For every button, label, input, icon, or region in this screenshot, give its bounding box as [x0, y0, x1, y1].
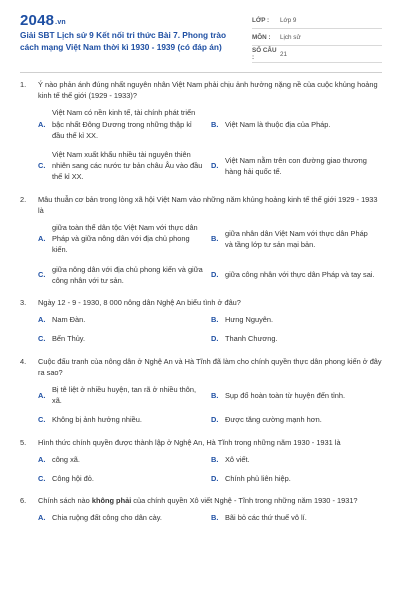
answer-option-a[interactable]: [38, 222, 211, 256]
question-number: 6.: [20, 496, 27, 506]
option-text: Nam Đàn.: [52, 315, 86, 325]
question-number: 5.: [20, 437, 27, 447]
answer-option-d[interactable]: [211, 414, 382, 425]
answer-options: [38, 454, 382, 484]
option-letter: C.: [38, 474, 46, 484]
answer-options: [38, 314, 382, 344]
option-text: giữa công nhân với thực dân Pháp và tay sai.: [225, 270, 375, 280]
logo-main: 2048: [20, 12, 55, 29]
answer-option-c[interactable]: [38, 414, 211, 425]
question-1: [20, 79, 382, 183]
answer-option-c[interactable]: [38, 149, 211, 183]
option-text: công xã.: [52, 454, 80, 464]
meta-row-count: [252, 46, 382, 63]
meta-value: Lớp 9: [280, 16, 297, 24]
question-2: [20, 194, 382, 286]
answer-options: [38, 384, 382, 426]
question-3: [20, 297, 382, 345]
question-text: [38, 495, 382, 506]
option-text: Xô viết.: [225, 454, 250, 464]
meta-row-class: [252, 12, 382, 29]
meta-row-subject: [252, 29, 382, 46]
option-letter: A.: [38, 390, 46, 400]
option-text: Sụp đổ hoàn toàn từ huyện đến tỉnh.: [225, 390, 346, 400]
answer-option-a[interactable]: [38, 512, 211, 523]
question-list: [20, 79, 382, 535]
question-text-emphasis: không phải: [91, 496, 132, 506]
answer-option-a[interactable]: [38, 384, 211, 406]
option-text: giữa nông dân với địa chủ phong kiến và giữa công nhân với tư sản.: [52, 264, 203, 285]
option-text: Việt Nam nằm trên con đường giao thương hàng hải quốc tế.: [225, 155, 367, 176]
option-letter: C.: [38, 334, 46, 344]
answer-option-d[interactable]: [211, 149, 382, 183]
option-text: Chính phủ liên hiệp.: [225, 474, 291, 484]
option-letter: B.: [211, 390, 219, 400]
meta-label: SỐ CÂU :: [252, 47, 277, 61]
option-text: Chia ruộng đất công cho dân cày.: [52, 513, 162, 523]
option-letter: C.: [38, 161, 46, 171]
answer-option-b[interactable]: [211, 107, 382, 141]
question-text: Mâu thuẫn cơ bản trong lòng xã hội Việt Nam vào những năm khủng hoảng kinh tế thế giới 1929 - 1933 là: [38, 194, 378, 215]
document-title: Giải SBT Lịch sử 9 Kết nối tri thức Bài 7. Phong trào cách mạng Việt Nam thời kì 1930 - 1939 (có đáp án): [20, 30, 227, 52]
question-text: Cuộc đấu tranh của nông dân ở Nghệ An và Hà Tĩnh đã làm cho chính quyền thực dân phong kiến ở đây ra sao?: [38, 356, 382, 377]
option-text: Việt Nam có nền kinh tế, tài chính phát triển bậc nhất Đông Dương trong những thập kỉ đầu thế kỉ XX.: [52, 108, 196, 140]
option-letter: C.: [38, 415, 46, 425]
answer-option-b[interactable]: [211, 222, 382, 256]
meta-label: MÔN :: [252, 33, 271, 41]
option-letter: A.: [38, 513, 46, 523]
option-letter: D.: [211, 474, 219, 484]
answer-option-c[interactable]: [38, 473, 211, 484]
answer-options: [38, 222, 382, 286]
question-text: Ngày 12 - 9 - 1930, 8 000 nông dân Nghệ An biểu tình ở đâu?: [38, 298, 241, 308]
option-text: Hưng Nguyên.: [225, 315, 274, 325]
answer-option-b[interactable]: [211, 454, 382, 465]
meta-label: LỚP :: [252, 16, 270, 24]
answer-option-a[interactable]: [38, 107, 211, 141]
answer-option-c[interactable]: [38, 333, 211, 344]
answer-option-a[interactable]: [38, 314, 211, 325]
option-letter: B.: [211, 234, 219, 244]
answer-option-d[interactable]: [211, 473, 382, 484]
header-divider: [20, 72, 382, 73]
option-text: Thanh Chương.: [225, 334, 278, 344]
option-letter: D.: [211, 270, 219, 280]
question-4: [20, 356, 382, 426]
option-text: Bãi bỏ các thứ thuế vô lí.: [225, 513, 307, 523]
option-letter: C.: [38, 270, 46, 280]
answer-option-b[interactable]: [211, 314, 382, 325]
option-text: Được tăng cường mạnh hơn.: [225, 415, 322, 425]
answer-option-c[interactable]: [38, 264, 211, 286]
answer-option-b[interactable]: [211, 384, 382, 406]
option-text: giữa toàn thể dân tộc Việt Nam với thực dân Pháp và giữa nông dân với địa chủ phong kiến.: [52, 223, 198, 255]
document-meta: [252, 12, 382, 63]
option-letter: D.: [211, 415, 219, 425]
option-letter: B.: [211, 454, 219, 464]
answer-option-a[interactable]: [38, 454, 211, 465]
question-number: 4.: [20, 356, 27, 366]
option-text: giữa nhân dân Việt Nam với thực dân Pháp và tầng lớp tư sản mại bản.: [225, 228, 368, 249]
logo-suffix: .vn: [55, 19, 66, 26]
question-text: Ý nào phản ánh đúng nhất nguyên nhân Việt Nam phải chịu ảnh hưởng nặng nề của cuộc khủng hoảng kinh tế thế giới (1929 - 1933)?: [38, 80, 378, 101]
option-text: Không bị ảnh hưởng nhiều.: [52, 415, 142, 425]
option-text: Việt Nam xuất khẩu nhiều tài nguyên thiên nhiên sang các nước tư bản châu Âu vào đầu thế kỉ XX.: [52, 150, 203, 182]
option-text: Việt Nam là thuộc địa của Pháp.: [225, 119, 331, 129]
answer-options: [38, 512, 382, 523]
meta-value: Lịch sử: [280, 33, 301, 41]
option-text: Bến Thủy.: [52, 334, 86, 344]
option-letter: B.: [211, 119, 219, 129]
option-letter: A.: [38, 119, 46, 129]
option-letter: A.: [38, 234, 46, 244]
site-logo[interactable]: [20, 12, 66, 29]
question-number: 2.: [20, 194, 27, 204]
question-6: [20, 495, 382, 523]
option-letter: B.: [211, 315, 219, 325]
option-letter: B.: [211, 513, 219, 523]
option-text: Công hội đỏ.: [52, 474, 94, 484]
question-text: Hình thức chính quyền được thành lập ở Nghệ An, Hà Tĩnh trong những năm 1930 - 1931 là: [38, 437, 341, 447]
question-text-after: của chính quyền Xô viết Nghệ - Tĩnh trong những năm 1930 - 1931?: [131, 496, 358, 506]
question-text-before: Chính sách nào: [38, 496, 92, 506]
question-number: 3.: [20, 298, 27, 308]
answer-options: [38, 107, 382, 182]
option-letter: D.: [211, 334, 219, 344]
answer-option-d[interactable]: [211, 333, 382, 344]
meta-value: 21: [280, 50, 288, 58]
page-header: [0, 0, 400, 66]
answer-option-d[interactable]: [211, 264, 382, 286]
question-number: 1.: [20, 80, 27, 89]
question-5: [20, 437, 382, 485]
option-letter: D.: [211, 161, 219, 171]
option-letter: A.: [38, 454, 46, 464]
option-text: Bị tê liệt ở nhiều huyện, tan rã ở nhiều thôn, xã.: [52, 385, 197, 406]
option-letter: A.: [38, 315, 46, 325]
answer-option-b[interactable]: [211, 512, 382, 523]
